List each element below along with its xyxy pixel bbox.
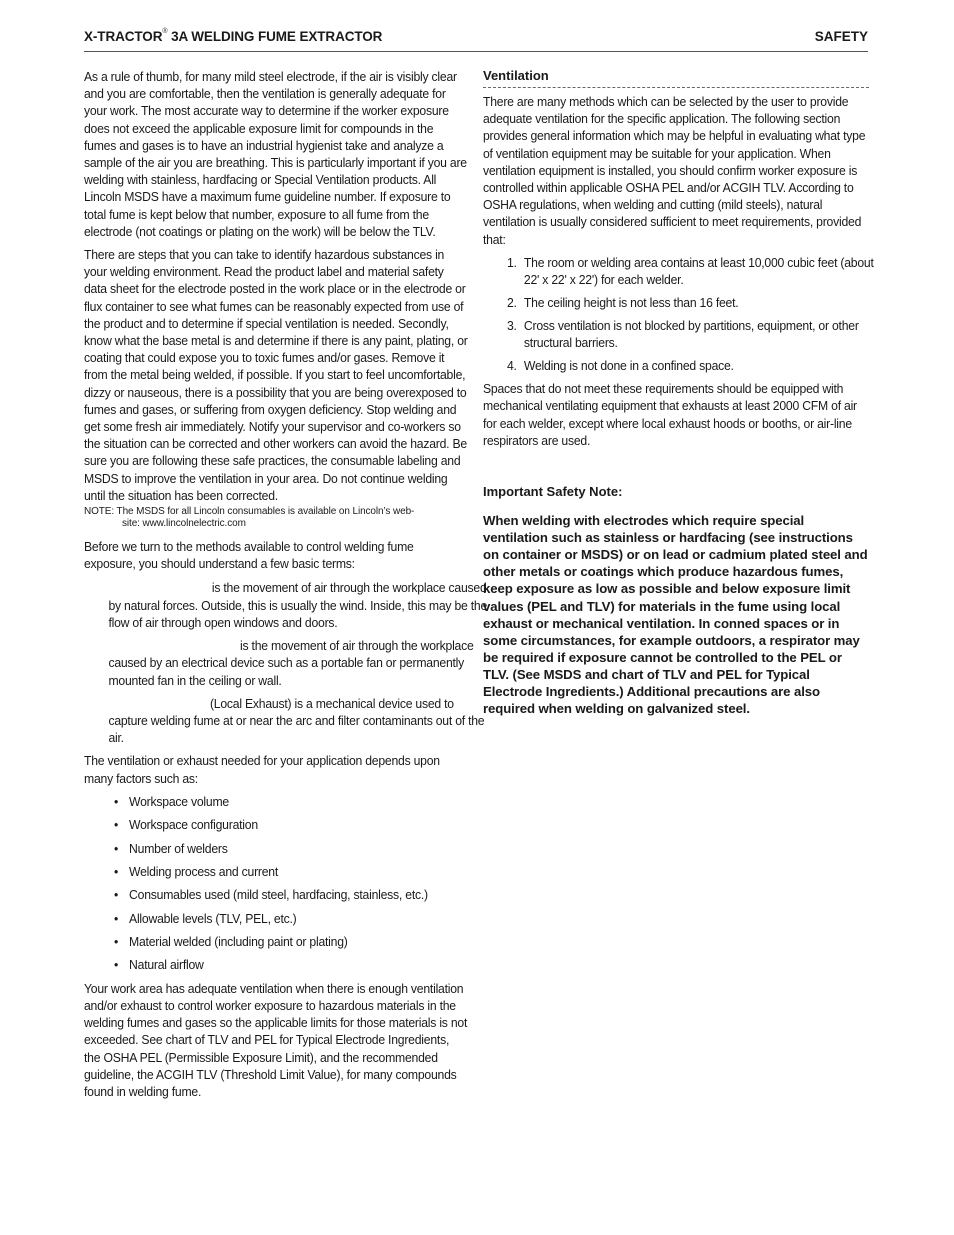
title-text: X-TRACTOR	[84, 29, 163, 44]
definition-text: (Local Exhaust) is a mechanical device used to capture welding fume at or near the arc and filter contaminants out of the air.	[108, 695, 485, 746]
bullet-icon: •	[114, 887, 119, 903]
list-item: • Welding process and current	[114, 863, 279, 879]
list-item: • Consumables used (mild steel, hardfacing, stainless, etc.)	[114, 887, 428, 903]
msds-note	[84, 506, 469, 530]
list-item: • Material welded (including paint or plating)	[114, 934, 348, 950]
bullet-icon: •	[114, 910, 119, 926]
list-item: • Workspace volume	[114, 793, 229, 809]
definition-local-exhaust	[84, 695, 492, 747]
ventilation-heading: Ventilation	[483, 68, 869, 88]
requirements-list	[483, 254, 874, 375]
paragraph-ventilation-methods: There are many methods which can be selected by the user to provide adequate ventilation for the specific application. The following section provides general information which may be helpful in evaluating what type of ventilation equipment may be suitable for your application. When ventilation equipment is installed, you should confirm worker exposure is controlled within applicable OSHA PEL and/or ACGIH TLV. According to OSHA regulations, when welding and cutting (mild steels), natural ventilation is usually considered sufficient to meet requirements, provided that:	[483, 94, 866, 247]
title-text-rest: 3A WELDING FUME EXTRACTOR	[167, 29, 383, 44]
bullet-icon: •	[114, 934, 119, 950]
paragraph-identify-hazards: There are steps that you can take to identify hazardous substances in your welding environment. Read the product label and material safety data sheet for the electrode posted in the work place or in the electrode or flux container to see what fumes can be reasonably expected from use of the product and to determine if special ventilation is needed. Secondly, know what the base metal is and determine if there is any paint, plating, or coating that could expose you to toxic fumes and/or gases. Remove it from the metal being welded, if possible. If you start to feel uncomfortable, dizzy or nauseous, there is a possibility that you are being overexposed to fumes and gases, or suffering from oxygen deficiency. Stop welding and get some fresh air immediately. Notify your supervisor and co-workers so the situation can be corrected and other workers can avoid the hazard. Be sure you are following these safe practices, the consumable labeling and MSDS to improve the ventilation in your area. Do not continue welding until the situation has been corrected.	[84, 247, 468, 503]
document-title	[84, 29, 382, 44]
paragraph-factors: The ventilation or exhaust needed for your application depends upon many factors such as:	[84, 753, 440, 786]
paragraph-rule-of-thumb: As a rule of thumb, for many mild steel electrode, if the air is visibly clear and you are comfortable, then the ventilation is generally adequate for your work. The most accurate way to determine if the worker exposure does not exceed the applicable exposure limit for compounds in the fumes and gases is to have an industrial hygienist take and analyze a sample of the air you are breathing. This is particularly important if you are welding with stainless, hardfacing or Special Ventilation products. All Lincoln MSDS have a maximum fume guideline number. If exposure to total fume is kept below that number, exposure to all fume from the electrode (not coatings or plating on the work) will be below the TLV.	[84, 69, 467, 239]
bullet-icon: •	[114, 840, 119, 856]
bullet-icon: •	[114, 863, 119, 879]
definition-mechanical-ventilation	[84, 637, 492, 689]
list-item: • Workspace configuration	[114, 817, 258, 833]
important-note-body: When welding with electrodes which require special ventilation such as stainless or hardfacing (see instructions on container or MSDS) or on lead or cadmium plated steel and other metals or coatings which produce hazardous fumes, keep exposure as low as possible and below exposure limit values (PEL and TLV) for materials in the fume using local exhaust or mechanical ventilation. In conned spaces or in some circumstances, for example outdoors, a respirator may be required if exposure cannot be controlled to the PEL or TLV. (See MSDS and chart of TLV and PEL for Typical Electrode Ingredients.) Additional precautions are also required when welding on galvanized steel.	[483, 513, 868, 717]
important-note-heading: Important Safety Note:	[483, 484, 623, 500]
factors-list	[84, 793, 469, 974]
list-item: 1. The room or welding area contains at least 10,000 cubic feet (about 22' x 22' x 22') for each welder.	[507, 254, 874, 288]
definition-text: is the movement of air through the workplace caused by natural forces. Outside, this is usually the wind. Inside, this may be the flow of air through open windows and doors.	[108, 580, 488, 630]
paragraph-basic-terms: Before we turn to the methods available to control welding fume exposure, you should understand a few basic terms:	[84, 539, 414, 572]
list-item: 2. The ceiling height is not less than 16 feet.	[507, 295, 739, 311]
paragraph-mechanical-requirements: Spaces that do not meet these requirements should be equipped with mechanical ventilating equipment that exhausts at least 2000 CFM of air for each welder, except where local exhaust hoods or booths, or air-line respirators are used.	[483, 381, 857, 448]
paragraph-adequate-ventilation: Your work area has adequate ventilation when there is enough ventilation and/or exhaust to control worker exposure to hazardous materials in the welding fumes and gases so the applicable limits for those materials is not exceeded. See chart of TLV and PEL for Typical Electrode Ingredients, the OSHA PEL (Permissible Exposure Limit), and the recommended guideline, the ACGIH TLV (Threshold Limit Value), for many compounds found in welding fume.	[84, 980, 468, 1100]
list-item: • Allowable levels (TLV, PEL, etc.)	[114, 910, 297, 926]
section-label: SAFETY	[814, 29, 868, 44]
list-item: • Natural airflow	[114, 957, 204, 973]
bullet-icon: •	[114, 817, 119, 833]
right-column	[483, 68, 874, 717]
page-header	[84, 29, 868, 52]
list-item: • Number of welders	[114, 840, 228, 856]
definition-natural-ventilation	[84, 579, 492, 631]
registered-mark: ®	[162, 28, 168, 35]
list-item: 4. Welding is not done in a confined space.	[507, 358, 734, 374]
bullet-icon: •	[114, 793, 119, 809]
definition-text: is the movement of air through the workplace caused by an electrical device such as a portable fan or permanently mounted fan in the ceiling or wall.	[108, 638, 474, 688]
list-item: 3. Cross ventilation is not blocked by partitions, equipment, or other structural barriers.	[507, 318, 859, 351]
note-line-1: NOTE: The MSDS for all Lincoln consumables is available on Lincoln’s web-	[84, 506, 415, 518]
note-line-2: site: www.lincolnelectric.com	[122, 518, 246, 530]
left-column	[84, 68, 488, 1106]
bullet-icon: •	[114, 957, 119, 973]
